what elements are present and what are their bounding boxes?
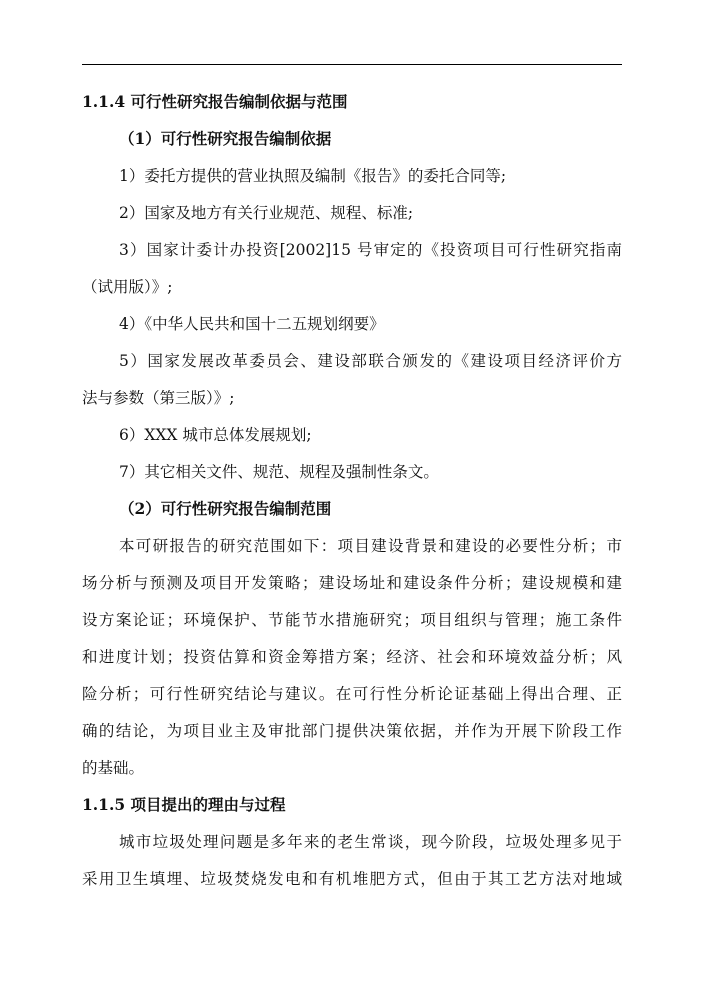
section-heading-1-1-4: 1.1.4 可行性研究报告编制依据与范围 — [82, 92, 348, 111]
basis-item: 2）国家及地方有关行业规范、规程、标准; — [119, 204, 414, 222]
scope-paragraph-line: 确的结论，为项目业主及审批部门提供决策依据，并作为开展下阶段工作 — [82, 722, 622, 740]
section-heading-1-1-5: 1.1.5 项目提出的理由与过程 — [82, 795, 286, 814]
scope-paragraph-line: 场分析与预测及项目开发策略；建设场址和建设条件分析；建设规模和建 — [82, 574, 622, 592]
subsection-title-basis: （1）可行性研究报告编制依据 — [119, 129, 332, 148]
scope-paragraph-line: 和进度计划；投资估算和资金筹措方案；经济、社会和环境效益分析；风 — [82, 648, 622, 666]
basis-item: 7）其它相关文件、规范、规程及强制性条文。 — [119, 463, 439, 481]
basis-item-continuation: 法与参数（第三版）》; — [82, 389, 235, 407]
basis-item: 5）国家发展改革委员会、建设部联合颁发的《建设项目经济评价方 — [119, 352, 622, 370]
basis-item: 4）《中华人民共和国十二五规划纲要》 — [119, 315, 385, 333]
reason-paragraph-line: 采用卫生填埋、垃圾焚烧发电和有机堆肥方式，但由于其工艺方法对地域 — [82, 870, 622, 888]
scope-paragraph-line: 险分析；可行性研究结论与建议。在可行性分析论证基础上得出合理、正 — [82, 685, 622, 703]
reason-paragraph-line: 城市垃圾处理问题是多年来的老生常谈，现今阶段，垃圾处理多见于 — [119, 833, 622, 851]
scope-paragraph-line: 设方案论证；环境保护、节能节水措施研究；项目组织与管理；施工条件 — [82, 611, 622, 629]
basis-item: 1）委托方提供的营业执照及编制《报告》的委托合同等; — [119, 167, 507, 185]
scope-paragraph-line: 本可研报告的研究范围如下：项目建设背景和建设的必要性分析；市 — [119, 537, 622, 555]
basis-item: 6）XXX 城市总体发展规划; — [119, 426, 312, 444]
basis-item: 3）国家计委计办投资[2002]15 号审定的《投资项目可行性研究指南 — [119, 241, 622, 259]
header-rule — [82, 64, 622, 65]
basis-item-continuation: （试用版）》; — [82, 278, 173, 296]
scope-paragraph-line: 的基础。 — [82, 759, 145, 777]
subsection-title-scope: （2）可行性研究报告编制范围 — [119, 499, 332, 518]
